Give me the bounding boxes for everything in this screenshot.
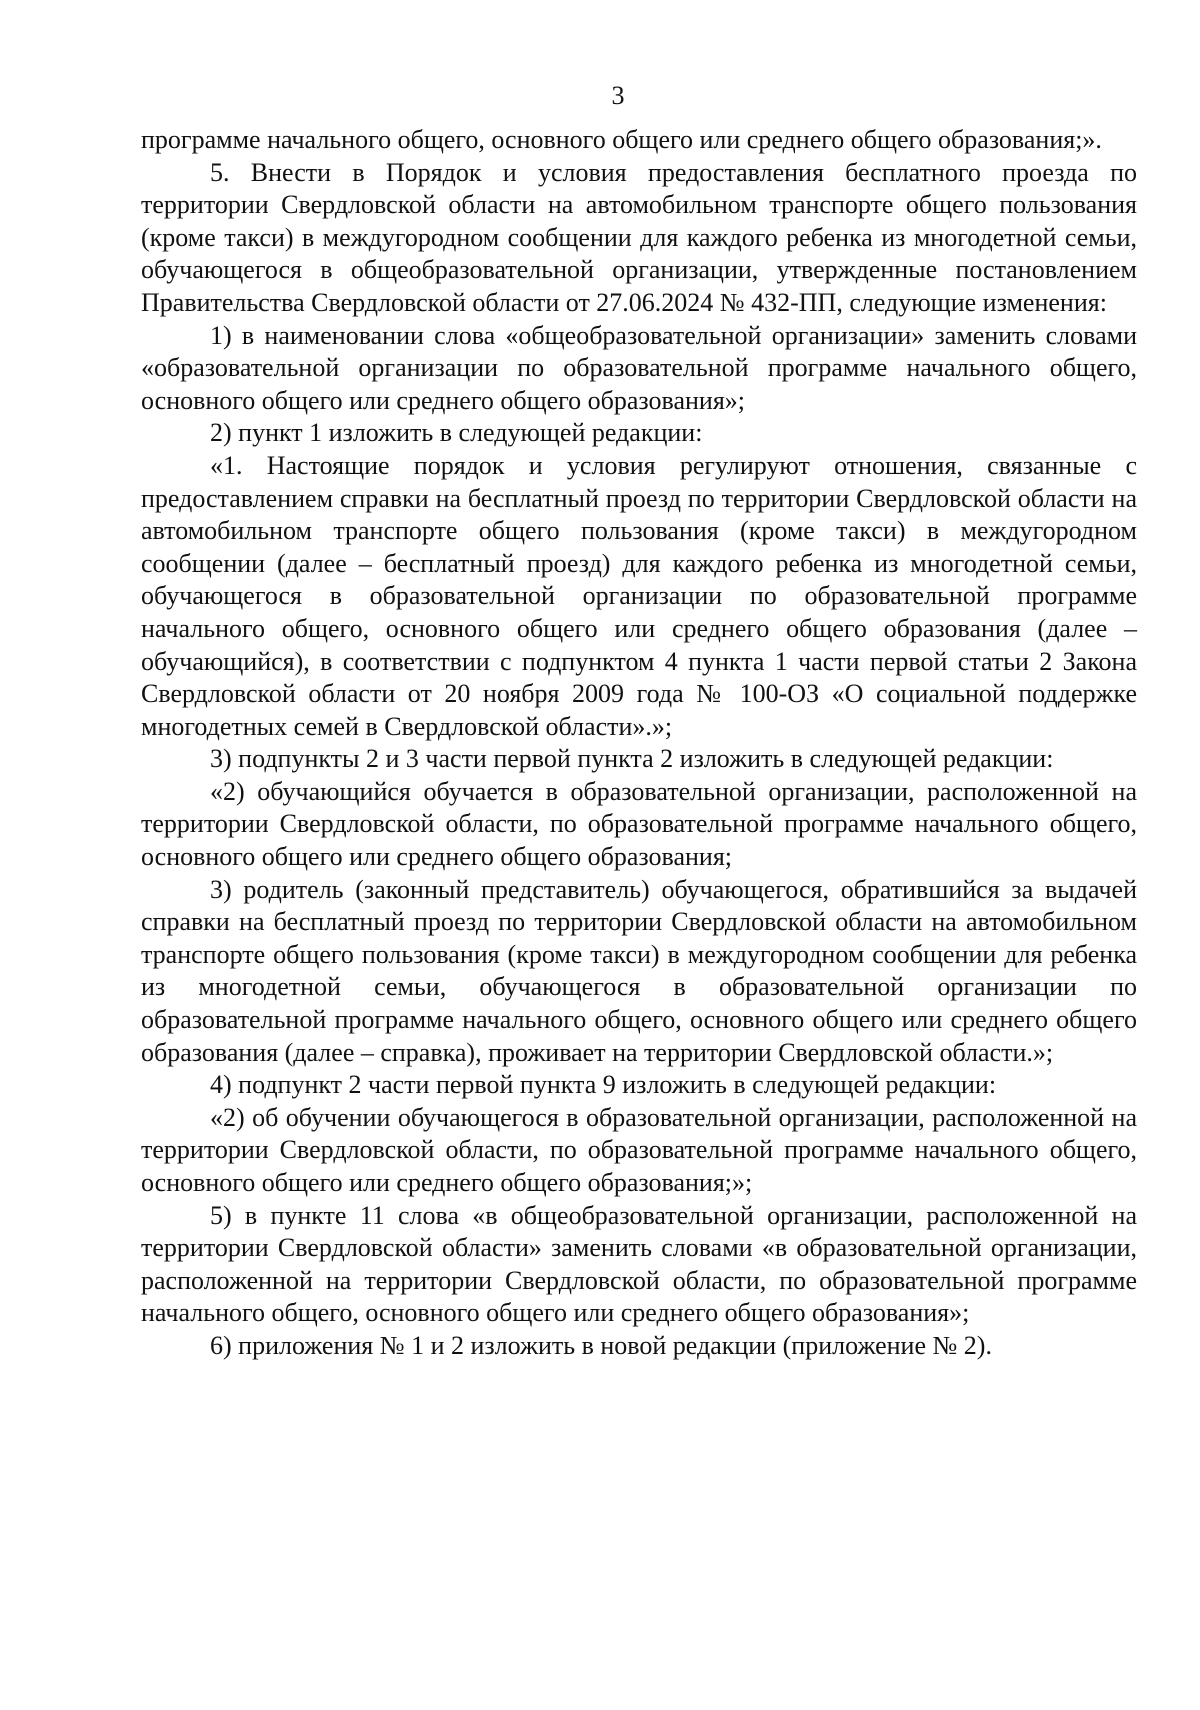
- document-body: [141, 124, 1137, 1363]
- paragraph-quote-point-9-sub-2: «2) об обучении обучающегося в образовательной организации, расположенной на территории Свердловской области, по образовательной программе начального общего, основного общего или среднего общего образования;»;: [141, 1102, 1137, 1197]
- paragraph-item-5: 5. Внести в Порядок и условия предоставления бесплатного проезда по территории Свердловской области на автомобильном транспорте общего пользования (кроме такси) в междугородном сообщении для каждого ребенка из многодетной семьи, обучающегося в общеобразовательной организации, утвержденные постановлением Правительства Свердловской области от 27.06.2024 № 432-ПП, следующие изменения:: [141, 157, 1137, 317]
- paragraph-quote-point-1: «1. Настоящие порядок и условия регулируют отношения, связанные с предоставлением справки на бесплатный проезд по территории Свердловской области на автомобильном транспорте общего пользования (кроме такси) в междугородном сообщении (далее – бесплатный проезд) для каждого ребенка из многодетной семьи, обучающегося в образовательной организации по образовательной программе начального общего, основного общего или среднего общего образования (далее – обучающийся), в соответствии с подпунктом 4 пункта 1 части первой статьи 2 Закона Свердловской области от 20 ноября 2009 года № 100-ОЗ «О социальной поддержке многодетных семей в Свердловской области».»;: [141, 450, 1137, 741]
- paragraph-subitem-4: 4) подпункт 2 части первой пункта 9 изложить в следующей редакции:: [210, 1070, 997, 1100]
- paragraph-continuation: программе начального общего, основного общего или среднего общего образования;».: [141, 125, 1102, 154]
- paragraph-quote-subpoint-2: «2) обучающийся обучается в образовательной организации, расположенной на территории Свердловской области, по образовательной программе начального общего, основного общего или среднего общего образования;: [141, 776, 1137, 872]
- paragraph-subitem-3: 3) подпункты 2 и 3 части первой пункта 2 изложить в следующей редакции:: [210, 744, 1054, 774]
- paragraph-subitem-6: 6) приложения № 1 и 2 изложить в новой редакции (приложение № 2).: [210, 1330, 992, 1360]
- paragraph-subitem-2: 2) пункт 1 изложить в следующей редакции:: [210, 418, 703, 448]
- paragraph-subitem-1: 1) в наименовании слова «общеобразовательной организации» заменить словами «образовательной организации по образовательной программе начального общего, основного общего или среднего общего образования»;: [141, 320, 1137, 415]
- page-number: 3: [611, 81, 625, 110]
- paragraph-quote-subpoint-3: 3) родитель (законный представитель) обучающегося, обратившийся за выдачей справки на бесплатный проезд по территории Свердловской области на автомобильном транспорте общего пользования (кроме такси) в междугородном сообщении для ребенка из многодетной семьи, обучающегося в образовательной организации по образовательной программе начального общего, основного общего или среднего общего образования (далее – справка), проживает на территории Свердловской области.»;: [141, 874, 1137, 1067]
- paragraph-subitem-5: 5) в пункте 11 слова «в общеобразовательной организации, расположенной на территории Свердловской области» заменить словами «в образовательной организации, расположенной на территории Свердловской области, по образовательной программе начального общего, основного общего или среднего общего образования»;: [141, 1200, 1137, 1328]
